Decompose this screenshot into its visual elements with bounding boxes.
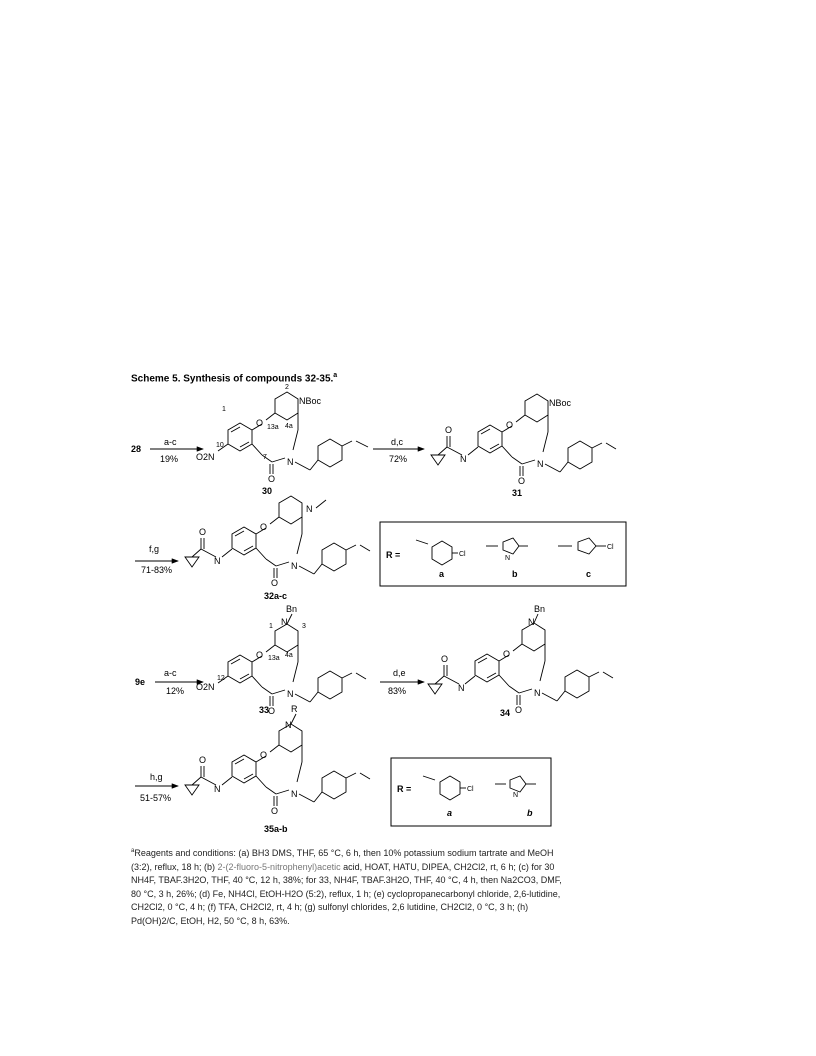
- nh-label-34: N: [458, 683, 465, 693]
- bn-label-33: Bn: [286, 604, 298, 614]
- footnote-line-2-pre: (3:2), reflux, 18 h; (b): [131, 861, 218, 872]
- compound-30-label: 30: [262, 486, 273, 496]
- r-box-prefix-32: R =: [386, 550, 401, 560]
- footnote-line-6: Pd(OH)2/C, EtOH, H2, 50 °C, 8 h, 63%.: [131, 915, 290, 926]
- r-option-b-35-structure: [495, 776, 536, 792]
- ether-o-label-33: O: [256, 650, 264, 660]
- atom-label-1: 1: [222, 406, 226, 413]
- carbonyl-o-label-35: O: [271, 806, 279, 816]
- scheme-title-marker: a: [333, 372, 338, 379]
- r-option-b-letter: b: [512, 569, 518, 579]
- compound-35-structure: [185, 714, 370, 806]
- ether-oxygen-label: O: [256, 418, 264, 428]
- bn-label-34: Bn: [534, 604, 546, 614]
- compound-28-label: 28: [131, 444, 142, 454]
- compound-32-structure: [185, 496, 370, 578]
- footnote-line-2: [131, 861, 631, 875]
- cpr-carbonyl-o-label: O: [445, 425, 453, 435]
- r-option-a-35-structure: [423, 776, 466, 800]
- arrow-4-yield: 12%: [166, 686, 185, 696]
- r-box-prefix-35: R =: [397, 784, 412, 794]
- footnote-highlighted-reagent: 2-(2-fluoro-5-nitrophenyl)acetic: [217, 861, 341, 872]
- carbonyl-o-label-31: O: [518, 476, 526, 486]
- arrow-6-reagents: h,g: [150, 772, 163, 782]
- footnote-line-1-text: Reagents and conditions: (a) BH3 DMS, THF, 65 °C, 6 h, then 10% potassium sodium tartrate and MeOH: [134, 848, 554, 858]
- atom-label-4a-33: 4a: [285, 652, 293, 659]
- compound-33-label: 33: [259, 705, 270, 715]
- footnote-line-4: 80 °C, 3 h, 26%; (d) Fe, NH4Cl, EtOH-H2O (5:2), reflux, 1 h; (e) cyclopropanecarbonyl chloride, 2,6-lutidine,: [131, 888, 561, 899]
- piperidine-n-label-32: N: [306, 504, 313, 514]
- arrow-5-yield: 83%: [388, 686, 407, 696]
- atom-label-13a-33: 13a: [268, 655, 280, 662]
- footnote-marker: a: [131, 848, 135, 854]
- reaction-conditions-footnote: [131, 845, 631, 928]
- compound-31-label: 31: [512, 488, 523, 498]
- compound-34-structure: [428, 614, 613, 705]
- arrow-3-yield: 71-83%: [141, 565, 173, 575]
- nitro-label: O2N: [196, 452, 215, 462]
- amide-n-label-32: N: [291, 561, 298, 571]
- nh-label-32: N: [214, 556, 221, 566]
- r-option-a-letter: a: [439, 569, 445, 579]
- arrow-2-yield: 72%: [389, 454, 408, 464]
- ether-o-label-31: O: [506, 420, 514, 430]
- atom-label-3-33: 3: [302, 623, 306, 630]
- nitro-label-33: O2N: [196, 682, 215, 692]
- r-option-c-letter: c: [586, 569, 592, 579]
- arrow-1-reagents: a-c: [164, 437, 177, 447]
- piperidine-n-label-35: N: [285, 720, 292, 730]
- cpr-o-label-34: O: [441, 654, 449, 664]
- carbonyl-o-label-33: O: [268, 706, 276, 716]
- piperidine-n-label-34: N: [528, 617, 535, 627]
- ether-o-label-34: O: [503, 649, 511, 659]
- arrow-4-reagents: a-c: [164, 668, 177, 678]
- nh-label: N: [460, 454, 467, 464]
- ether-o-label-35: O: [260, 750, 268, 760]
- atom-label-13a: 13a: [267, 424, 279, 431]
- r-option-a-structure: [416, 540, 458, 565]
- amide-n-label-31: N: [537, 459, 544, 469]
- atom-label-7: 7: [263, 454, 267, 461]
- footnote-line-2-post: acid, HOAT, HATU, DIPEA, CH2Cl2, rt, 6 h; (c) for 30: [340, 861, 555, 872]
- atom-label-12-33: 12: [217, 675, 225, 682]
- ether-o-label-32: O: [260, 522, 268, 532]
- piperidine-n-label-33: N: [281, 617, 288, 627]
- compound-34-label: 34: [500, 708, 511, 718]
- footnote-line-3: NH4F, TBAF.3H2O, THF, 40 °C, 12 h, 38%; for 33, NH4F, TBAF.3H2O, THF, 40 °C, 4 h, then Na2CO3, DMF,: [131, 875, 562, 885]
- arrow-5-reagents: d,e: [393, 668, 406, 678]
- amide-n-label-35: N: [291, 789, 298, 799]
- amide-n-label-34: N: [534, 688, 541, 698]
- scheme-title-text: Scheme 5. Synthesis of compounds 32-35.: [131, 373, 334, 385]
- r-option-a-35-cl: Cl: [467, 786, 474, 793]
- amide-nitrogen-label: N: [287, 457, 294, 467]
- footnote-line-5: CH2Cl2, 0 °C, 4 h; (f) TFA, CH2Cl2, rt, 4 h; (g) sulfonyl chlorides, 2,6 lutidine, CH2Cl2, 0 °C, 3 h; (h): [131, 902, 529, 912]
- carbonyl-o-label-34: O: [515, 705, 523, 715]
- compound-9e-label: 9e: [135, 677, 146, 687]
- arrow-6-yield: 51-57%: [140, 793, 172, 803]
- r-option-a-35-letter: a: [447, 808, 453, 818]
- nh-label-35: N: [214, 784, 221, 794]
- atom-label-1-33: 1: [269, 623, 273, 630]
- r-option-c-cl: Cl: [607, 544, 614, 551]
- compound-35-label: 35a-b: [264, 824, 288, 834]
- r-label-35: R: [291, 704, 298, 714]
- r-option-b-35-letter: b: [527, 808, 533, 818]
- amide-n-label-33: N: [287, 689, 294, 699]
- arrow-1-yield: 19%: [160, 454, 179, 464]
- r-option-b-structure: [486, 538, 528, 554]
- arrow-2-reagents: d,c: [391, 437, 404, 447]
- arrow-3-reagents: f,g: [149, 544, 160, 554]
- nboc-label: NBoc: [299, 396, 322, 406]
- cpr-o-label-32: O: [199, 527, 207, 537]
- r-option-b-35-n: N: [513, 792, 519, 799]
- atom-label-2: 2: [285, 384, 289, 391]
- compound-31-structure: [431, 394, 616, 476]
- nboc-label-31: NBoc: [549, 398, 572, 408]
- atom-label-10: 10: [216, 442, 224, 449]
- r-option-a-cl: Cl: [459, 551, 466, 558]
- footnote-line-1: [131, 845, 631, 861]
- cpr-o-label-35: O: [199, 755, 207, 765]
- compound-32-label: 32a-c: [264, 591, 288, 601]
- carbonyl-oxygen-label: O: [268, 474, 276, 484]
- carbonyl-o-label-32: O: [271, 578, 279, 588]
- r-option-c-structure: [558, 538, 606, 554]
- r-option-b-n: N: [505, 555, 511, 562]
- atom-label-4a: 4a: [285, 423, 293, 430]
